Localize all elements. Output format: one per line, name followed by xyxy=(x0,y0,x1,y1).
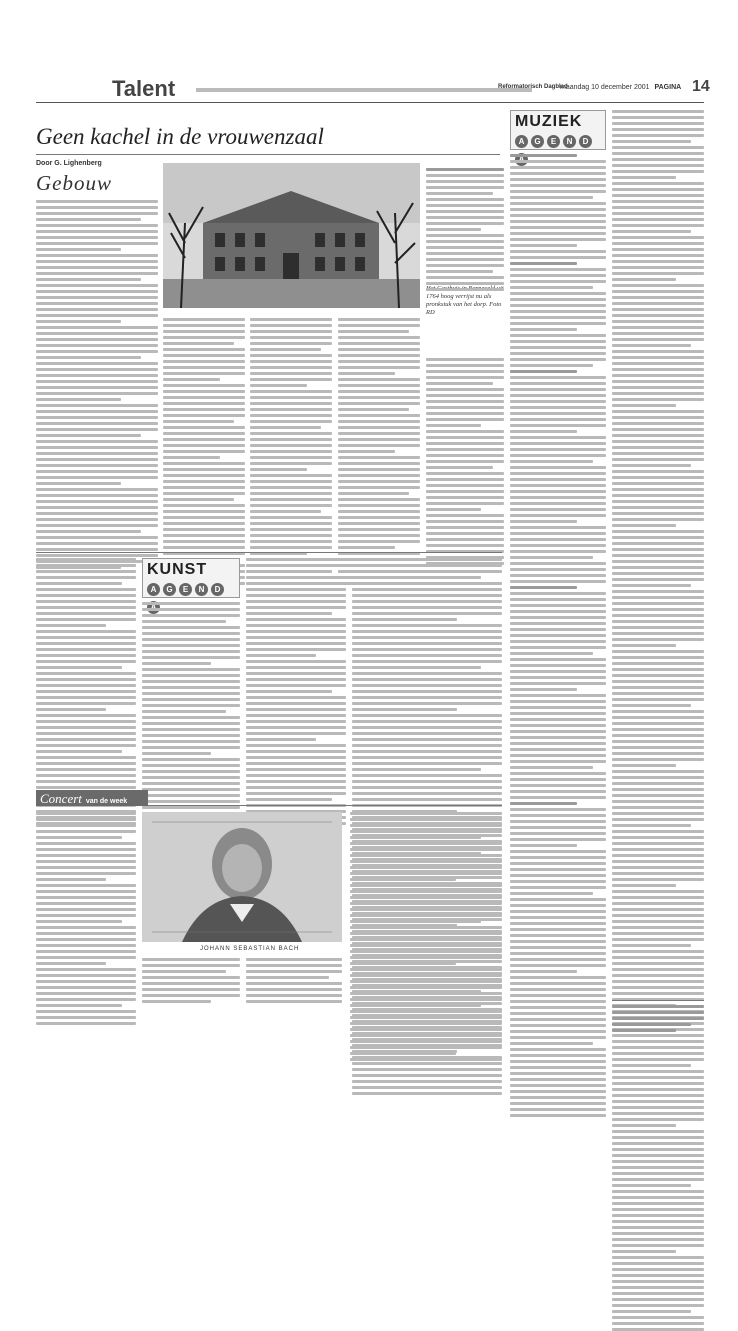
muziek-col-2 xyxy=(612,110,704,1331)
footer-note-lines xyxy=(612,1001,704,1032)
concert-banner xyxy=(36,790,148,806)
headline: Geen kachel in de vrouwenzaal xyxy=(36,124,324,149)
muziek-title: MUZIEK xyxy=(515,113,583,130)
concert-col-3 xyxy=(246,958,342,1003)
agenda-letter: A xyxy=(147,583,160,596)
concert-title: Concert xyxy=(40,791,82,806)
concert-col-1 xyxy=(36,812,136,1025)
agenda-letter: D xyxy=(579,135,592,148)
article-col-5 xyxy=(426,358,504,565)
agenda-letter: D xyxy=(211,583,224,596)
muziek-box xyxy=(510,110,606,150)
header-bar xyxy=(196,88,532,92)
page-number: 14 xyxy=(692,78,710,95)
portrait-caption: JOHANN SEBASTIAN BACH xyxy=(200,946,300,952)
agenda-letter: E xyxy=(179,583,192,596)
photo-caption: 1764 hoog verrijst nu als pronkstuk van het dorp. Foto RD xyxy=(426,293,502,316)
bach-engraving xyxy=(142,812,342,942)
article-col-3 xyxy=(250,318,332,585)
agenda-letter: A xyxy=(515,135,528,148)
concert-subtitle: van de week xyxy=(85,798,128,805)
agenda-letter: G xyxy=(163,583,176,596)
rubric: Gebouw xyxy=(36,171,112,195)
section-divider xyxy=(36,552,502,553)
bach-portrait xyxy=(142,812,342,942)
agenda-letter: G xyxy=(531,135,544,148)
footer-note-box xyxy=(612,1000,704,1031)
article-col-4-top xyxy=(426,168,504,291)
kunst-col-2 xyxy=(142,602,240,815)
header-date xyxy=(560,84,681,91)
header-rule xyxy=(36,102,704,103)
concert-rule xyxy=(148,805,502,806)
kunst-box xyxy=(142,558,240,598)
date-text: maandag 10 december 2001 xyxy=(560,84,650,91)
kunst-col-3 xyxy=(246,558,346,825)
kunst-col-1 xyxy=(36,558,136,825)
headline-rule xyxy=(36,154,500,155)
article-col-1 xyxy=(36,200,158,569)
section-title: Talent xyxy=(112,76,176,101)
agenda-letter: N xyxy=(563,135,576,148)
muziek-col-1 xyxy=(510,154,606,1117)
article-col-2 xyxy=(163,318,245,585)
page-label: PAGINA xyxy=(654,84,682,91)
agenda-letter: E xyxy=(547,135,560,148)
kunst-title: KUNST xyxy=(147,561,208,578)
gasthuis-image xyxy=(163,163,420,308)
concert-col-4 xyxy=(350,812,502,1061)
agenda-letter: N xyxy=(195,583,208,596)
article-col-4 xyxy=(338,318,420,585)
concert-col-2 xyxy=(142,958,240,1003)
paper-name: Reformatorisch Dagblad xyxy=(498,84,568,90)
gasthuis-photo xyxy=(163,163,420,308)
byline: Door G. Lighenberg xyxy=(36,160,102,167)
